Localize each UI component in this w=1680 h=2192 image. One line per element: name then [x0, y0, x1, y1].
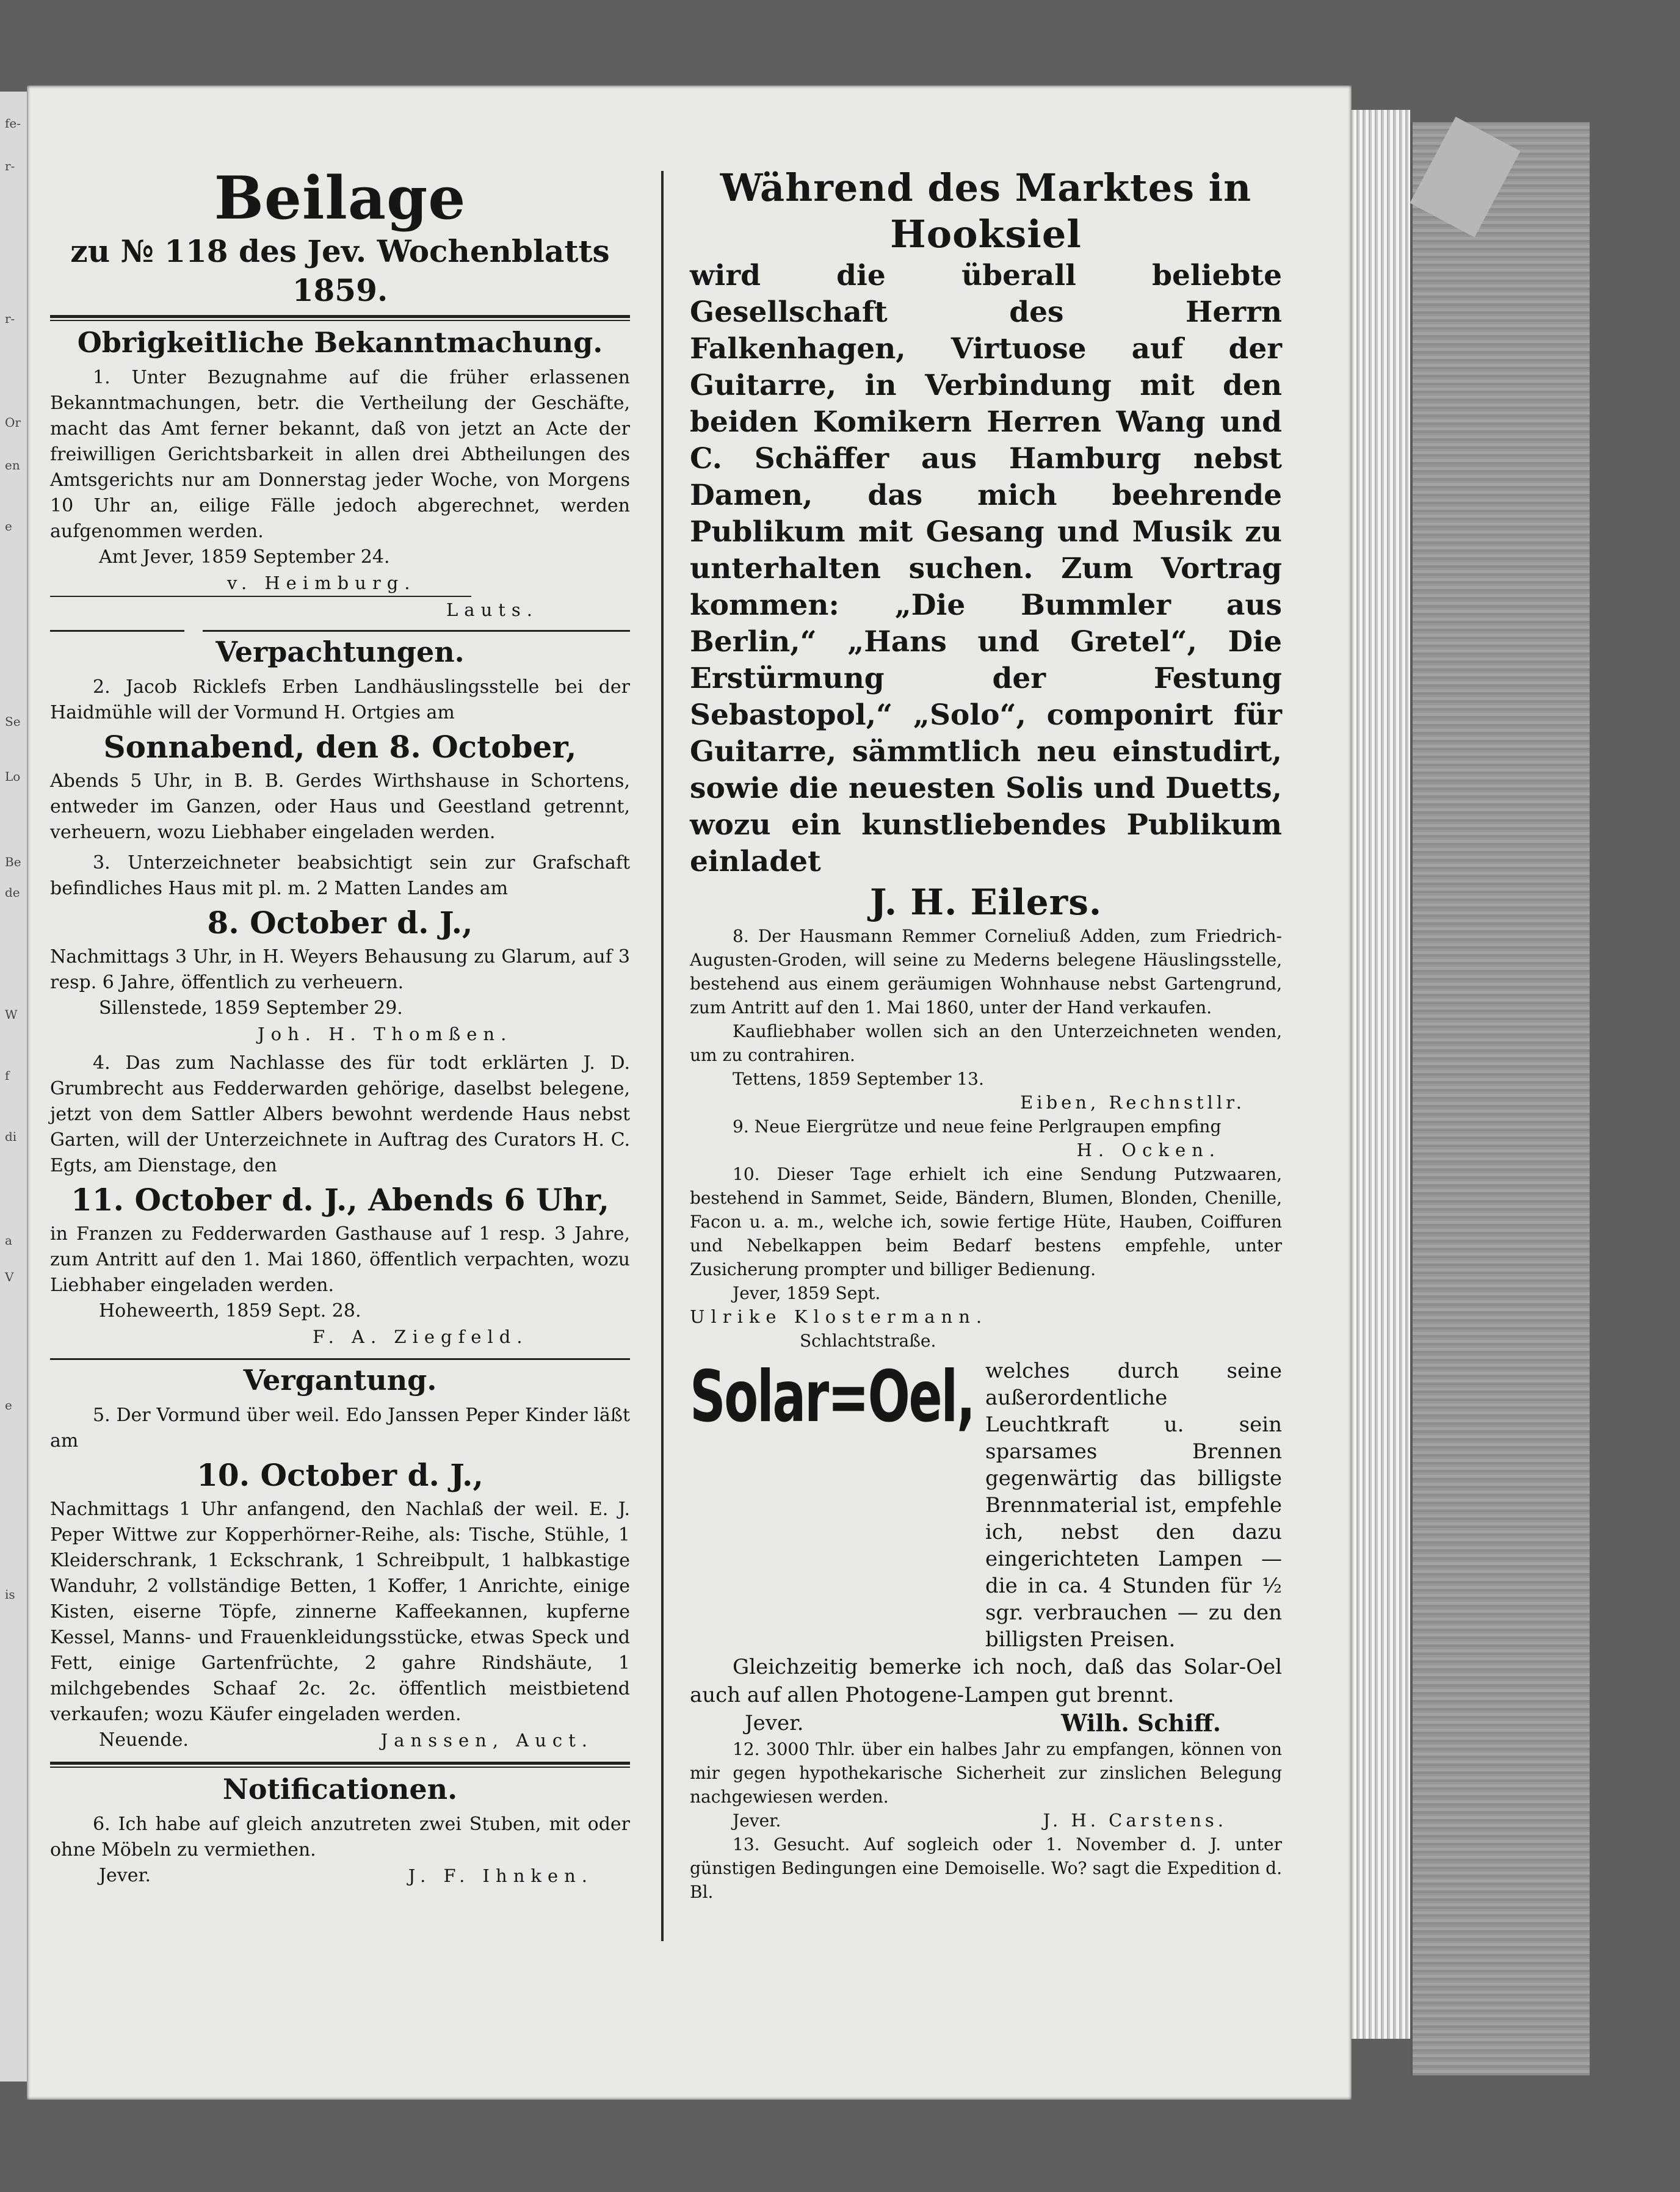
page-title: Beilage	[214, 164, 466, 233]
signature-sub: Schlachtstraße.	[800, 1331, 936, 1351]
signature: Janssen, Auct.	[380, 1730, 593, 1751]
market-signature: J. H. Eilers.	[869, 881, 1102, 923]
page-stack-edges	[1352, 110, 1410, 2039]
notice-place: Amt Jever, 1859 September 24.	[99, 546, 390, 568]
section-heading: Verpachtungen.	[215, 635, 465, 668]
solar-text: welches durch seine außerordentliche Leuchtkraft u. sein sparsames Brennen gegenwärtig das billigste Brennmaterial ist, empfehle ich, nebst den dazu eingerichteten Lampen — die in ca. 4 Stunden für ½ sgr. verbrauchen — zu den billigsten Preisen.	[985, 1359, 1282, 1652]
signature: J. F. Ihnken.	[408, 1865, 593, 1886]
edge-fragment: Se	[5, 714, 21, 729]
market-heading: Während des Marktes in	[720, 165, 1252, 210]
ad-place: Jever.	[733, 1810, 781, 1831]
date-line: 8. October d. J.,	[207, 905, 473, 941]
edge-fragment: f	[5, 1068, 10, 1083]
signature: H. Ocken.	[1076, 1140, 1221, 1160]
ad-text: 8. Der Hausmann Remmer Corneliuß Adden, zum Friedrich-Augusten-Groden, will seine zu Mederns belegene Häuslingsstelle, bestehend aus einem geräumigen Wohnhause nebst Gartengrund, zum Antritt auf den 1. Mai 1860, unter der Hand verkaufen.	[690, 926, 1282, 1018]
date-line: Sonnabend, den 8. October,	[103, 729, 577, 765]
edge-fragment: e	[5, 519, 12, 534]
ad-text: 5. Der Vormund über weil. Edo Janssen Peper Kinder läßt am	[50, 1405, 630, 1452]
edge-fragment: V	[5, 1270, 14, 1284]
ad-text: Kaufliebhaber wollen sich an den Unterzeichneten wenden, um zu contrahiren.	[690, 1021, 1282, 1065]
edge-fragment: Or	[5, 415, 21, 430]
ad-text: 13. Gesucht. Auf sogleich oder 1. November d. J. unter günstigen Bedingungen eine Demoiselle. Wo? sagt die Expedition d. Bl.	[690, 1834, 1282, 1902]
ad-footer	[690, 1809, 1282, 1832]
edge-fragment: a	[5, 1233, 12, 1248]
solar-headline: Solar=Oel,	[690, 1356, 974, 1438]
edge-fragment: r-	[5, 159, 15, 173]
edge-fragment: e	[5, 1398, 12, 1413]
left-page-edge	[0, 92, 28, 2082]
edge-fragment: W	[5, 1007, 18, 1022]
ad-place: Tettens, 1859 September 13.	[733, 1069, 984, 1089]
edge-fragment: en	[5, 458, 20, 472]
divider	[50, 1762, 630, 1768]
ad-text: 12. 3000 Thlr. über ein halbes Jahr zu empfangen, können von mir gegen hypothekarische Sicherheit zur zinslichen Belegung nachgewiesen werden.	[690, 1739, 1282, 1807]
ad-place: Sillenstede, 1859 September 29.	[99, 997, 403, 1019]
ad-text: 10. Dieser Tage erhielt ich eine Sendung Putzwaaren, bestehend in Sammet, Seide, Bändern, Blumen, Blonden, Chenille, Facon u. a. m., welche ich, sowie fertige Hüte, Hauben, Coiffuren und Nebelkappen beim Bedarf bestens empfehle, unter Zusicherung prompter und billiger Bedienung.	[690, 1164, 1282, 1279]
ad-text: 6. Ich habe auf gleich anzutreten zwei Stuben, mit oder ohne Möbeln zu vermiethen.	[50, 1814, 630, 1861]
edge-fragment: de	[5, 885, 20, 900]
section-heading: Vergantung.	[243, 1364, 437, 1397]
ad-text: Gleichzeitig bemerke ich noch, daß das Solar-Oel auch auf allen Photogene-Lampen gut brennt.	[690, 1655, 1282, 1707]
ad-text: Abends 5 Uhr, in B. B. Gerdes Wirthshause in Schortens, entweder im Ganzen, oder Haus und Geestland getrennt, verheuern, wozu Liebhaber eingeladen werden.	[50, 770, 630, 843]
edge-fragment: Lo	[5, 769, 21, 784]
date-line: 10. October d. J.,	[197, 1457, 483, 1493]
ad-footer	[50, 1727, 630, 1753]
market-place: Hooksiel	[890, 212, 1082, 256]
ad-text: Nachmittags 1 Uhr anfangend, den Nachlaß der weil. E. J. Peper Wittwe zur Kopperhörner-Reihe, als: Tische, Stühle, 1 Kleiderschrank, 1 Eckschrank, 1 Schreibpult, 1 halbkastige Wanduhr, 2 vollständige Betten, 1 Koffer, 1 Anrichte, einige Kisten, eiserne Töpfe, zinnerne Kaffeekannen, kupferne Kessel, Manns- und Frauenkleidungsstücke, etwas Speck und Fett, einige Gartenfrüchte, 2 gahre Rindshäute, 1 milchgebendes Schaaf 2c. 2c. öffentlich meistbietend verkaufen; wozu Käufer eingeladen werden.	[50, 1499, 630, 1725]
market-text: wird die überall beliebte Gesellschaft des Herrn Falkenhagen, Virtuose auf der Guitarre, in Verbindung mit den beiden Komikern Herren Wang und C. Schäffer aus Hamburg nebst Damen, das mich beehrende Publikum mit Gesang und Musik zu unterhalten suchen. Zum Vortrag kommen: „Die Bummler aus Berlin,“ „Hans und Gretel“, Die Erstürmung der Festung Sebastopol,“ „Solo“, componirt für Guitarre, sämmtlich neu einstudirt, sowie die neuesten Solis und Duetts, wozu ein kunstliebendes Publikum einladet	[690, 259, 1282, 878]
section-heading: Obrigkeitliche Bekanntmachung.	[77, 326, 603, 359]
notice-text: 1. Unter Bezugnahme auf die früher erlassenen Bekanntmachungen, betr. die Vertheilung der Geschäfte, macht das Amt ferner bekannt, daß von jetzt an Acte der freiwilligen Gerichtsbarkeit in allen drei Abtheilungen des Amtsgerichts nur am Donnerstag jeder Woche, von Morgens 10 Uhr an, eilige Fälle jedoch abgerechnet, werden aufgenommen werden.	[50, 367, 630, 542]
column-divider	[661, 171, 664, 1941]
solar-ad	[690, 1358, 1282, 1653]
signature: Eiben, Rechnstllr.	[1020, 1092, 1245, 1113]
section-heading: Notificationen.	[222, 1773, 458, 1806]
ad-place: Jever.	[99, 1865, 151, 1886]
signature: J. H. Carstens.	[1043, 1810, 1227, 1831]
ad-text: in Franzen zu Fedderwarden Gasthause auf 1 resp. 3 Jahre, zum Antritt auf den 1. Mai 1860, öffentlich verpachten, wozu Liebhaber eingeladen werden.	[50, 1223, 630, 1296]
signature: F. A. Ziegfeld.	[313, 1326, 529, 1347]
ad-text: 9. Neue Eiergrütze und neue feine Perlgraupen empfing	[733, 1116, 1222, 1137]
divider	[50, 1358, 630, 1360]
ad-place: Neuende.	[99, 1729, 189, 1751]
signature: Lauts.	[446, 599, 538, 620]
ad-text: 2. Jacob Ricklefs Erben Landhäuslingsstelle bei der Haidmühle will der Vormund H. Ortgies am	[50, 676, 630, 723]
date-line: 11. October d. J., Abends 6 Uhr,	[71, 1182, 609, 1218]
edge-fragment: Be	[5, 855, 21, 869]
divider	[50, 315, 630, 321]
left-column	[50, 165, 630, 1889]
edge-fragment: fe-	[5, 116, 21, 131]
ad-text: 3. Unterzeichneter beabsichtigt sein zur Grafschaft befindliches Haus mit pl. m. 2 Matten Landes am	[50, 852, 630, 899]
right-column	[690, 165, 1282, 1904]
page-subtitle: zu № 118 des Jev. Wochenblatts 1859.	[70, 233, 610, 308]
ad-text: Nachmittags 3 Uhr, in H. Weyers Behausung zu Glarum, auf 3 resp. 6 Jahre, öffentlich zu verheuern.	[50, 946, 630, 993]
signature: Joh. H. Thomßen.	[258, 1024, 513, 1044]
divider	[50, 630, 630, 632]
ad-footer	[690, 1709, 1282, 1737]
signature: Wilh. Schiff.	[1060, 1709, 1221, 1737]
edge-fragment: di	[5, 1129, 17, 1144]
ad-place: Jever.	[745, 1711, 804, 1735]
ad-place: Jever, 1859 Sept.	[733, 1283, 881, 1303]
ad-footer	[50, 1863, 630, 1889]
signature: Ulrike Klostermann.	[690, 1306, 988, 1327]
book-cover	[1410, 122, 1590, 2075]
edge-fragment: is	[5, 1587, 15, 1602]
signature: v. Heimburg.	[50, 570, 471, 597]
edge-fragment: r-	[5, 311, 15, 326]
ad-text: 4. Das zum Nachlasse des für todt erklärten J. D. Grumbrecht aus Fedderwarden gehörige, daselbst belegene, jetzt von dem Sattler Albers bewohnt werdende Haus nebst Garten, will der Unterzeichnete in Auftrag des Curators H. C. Egts, am Dienstage, den	[50, 1052, 630, 1176]
ad-place: Hoheweerth, 1859 Sept. 28.	[99, 1300, 361, 1322]
